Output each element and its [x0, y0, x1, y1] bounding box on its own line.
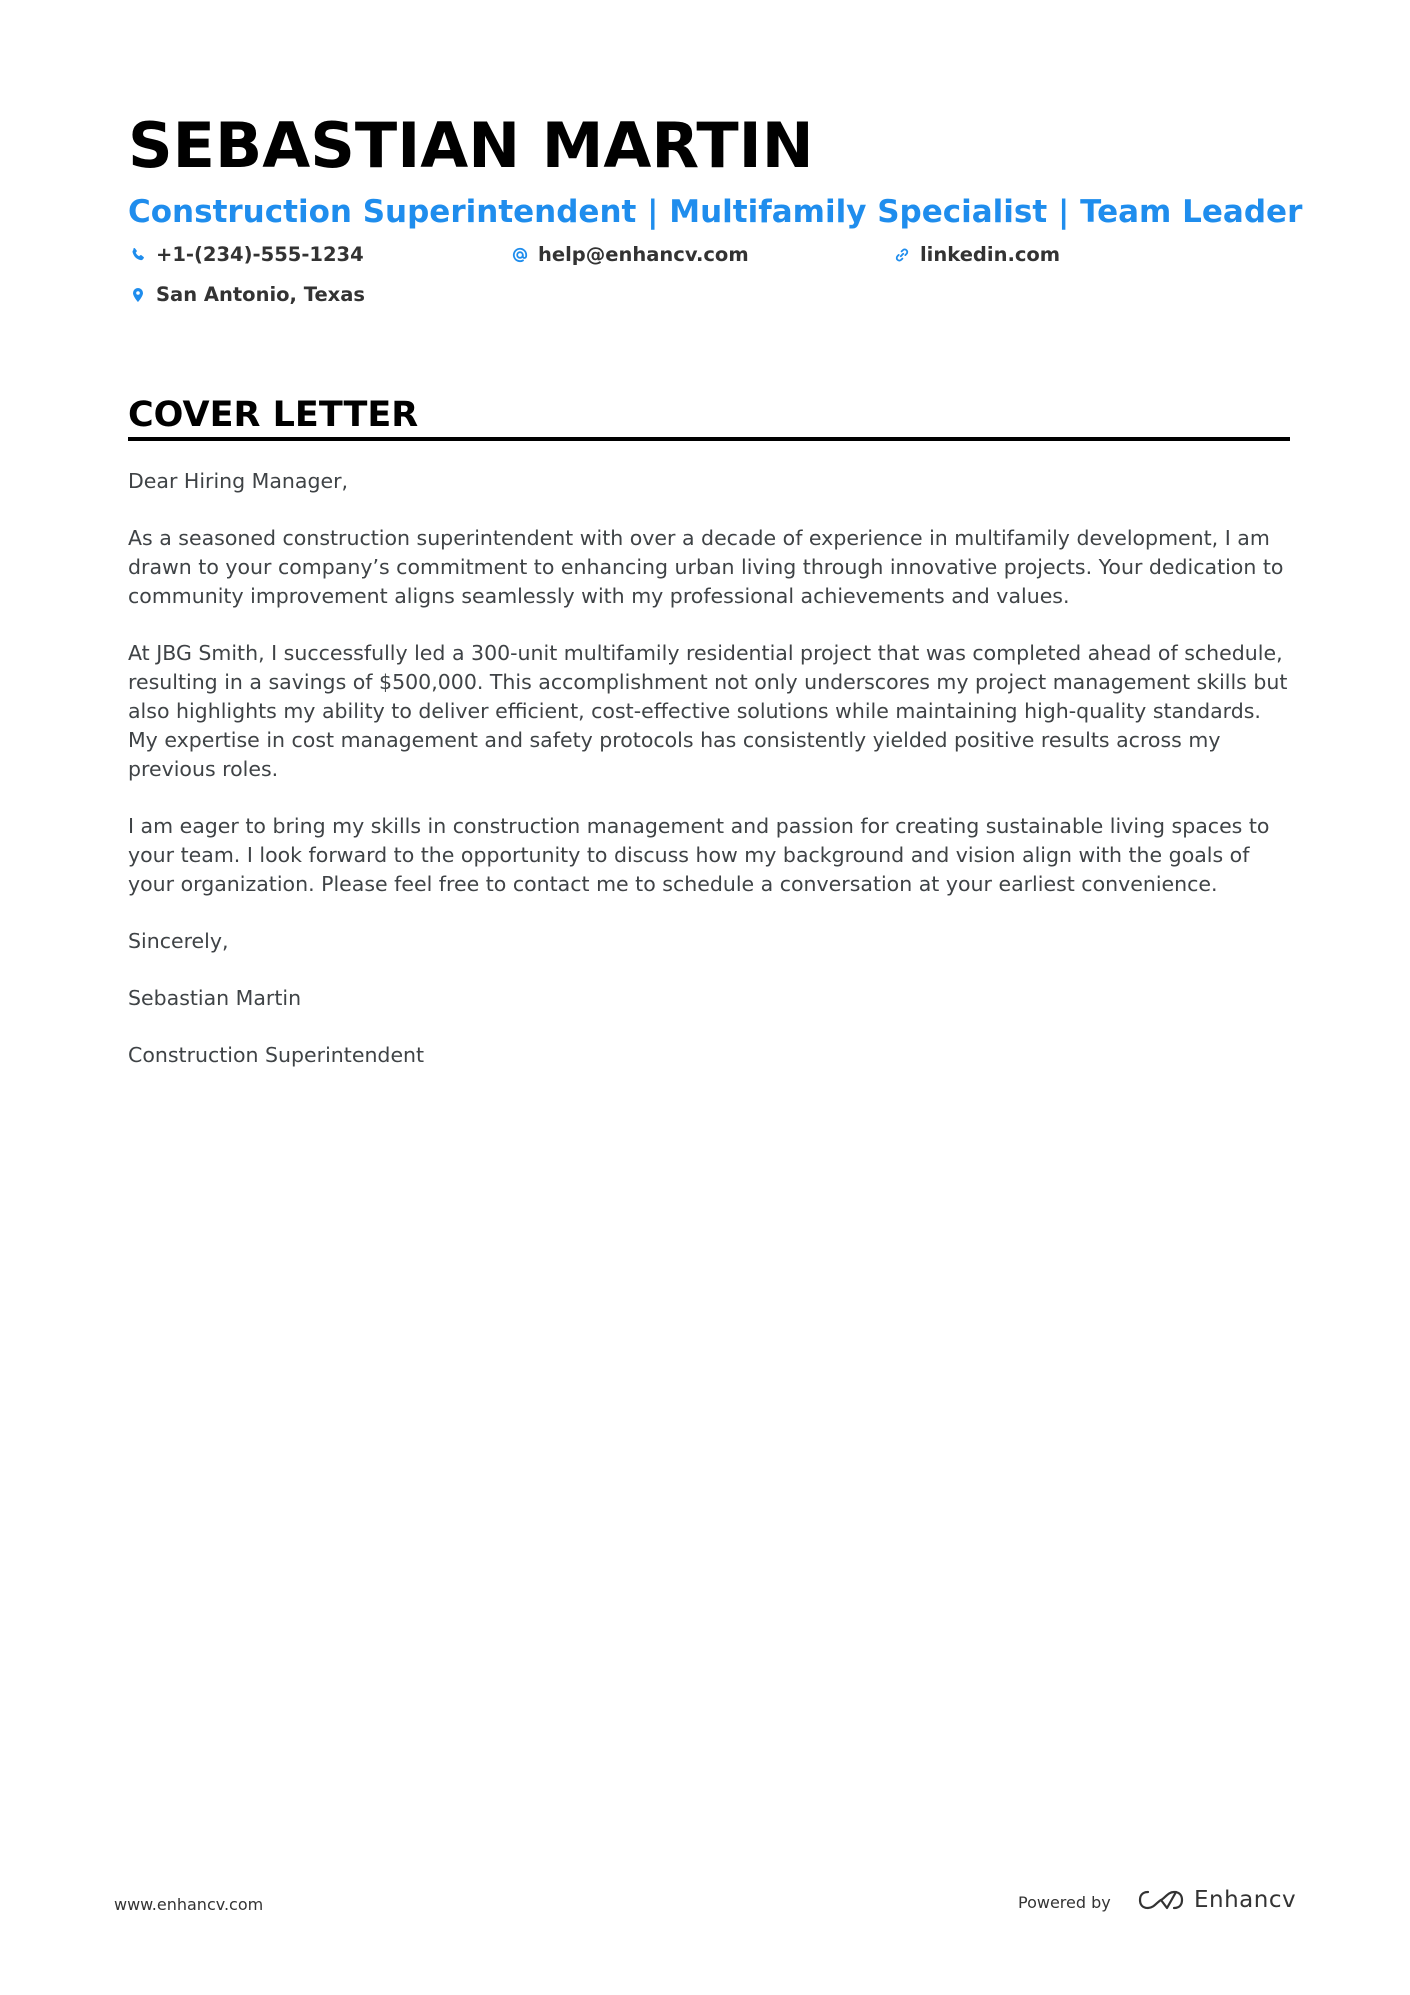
letter-paragraph: At JBG Smith, I successfully led a 300-unit multifamily residential project that was completed ahead of schedule, resulting in a savings of $500,000. This accomplishment not only underscores my project management skills but also highlights my ability to deliver efficient, cost-effective solutions while maintaining high-quality standards. My expertise in cost management and safety protocols has consistently yielded positive results across my previous roles.	[128, 641, 1288, 781]
signature-title: Construction Superintendent	[128, 1043, 425, 1067]
contact-link-text: linkedin.com	[920, 243, 1061, 266]
contact-phone-text: +1-(234)-555-1234	[156, 243, 364, 266]
letter-closing: Sincerely,	[128, 929, 229, 953]
section-divider	[128, 437, 1290, 441]
section-title: COVER LETTER	[128, 395, 419, 435]
contact-email[interactable]	[511, 241, 749, 269]
contact-location-text: San Antonio, Texas	[156, 283, 366, 306]
signature-name: Sebastian Martin	[128, 986, 302, 1010]
footer-website-link[interactable]: www.enhancv.com	[114, 1895, 264, 1914]
at-icon	[511, 246, 529, 264]
candidate-headline: Construction Superintendent | Multifamily Specialist | Team Leader	[128, 194, 1303, 230]
letter-paragraph: I am eager to bring my skills in construction management and passion for creating sustainable living spaces to your team. I look forward to the opportunity to discuss how my background and vision align with the goals of your organization. Please feel free to contact me to schedule a conversation at your earliest convenience.	[128, 814, 1270, 896]
candidate-name: SEBASTIAN MARTIN	[128, 109, 814, 182]
footer-brand-name: Enhancv	[1194, 1887, 1297, 1913]
contact-phone[interactable]	[129, 241, 364, 269]
letter-body	[128, 467, 1293, 1098]
footer-brand[interactable]	[1138, 1885, 1296, 1915]
footer-powered-by: Powered by	[1018, 1893, 1111, 1912]
letter-paragraph: As a seasoned construction superintendent with over a decade of experience in multifamily development, I am drawn to your company’s commitment to enhancing urban living through innovative projects. Your dedication to community improvement aligns seamlessly with my professional achievements and values.	[128, 526, 1284, 608]
enhancv-logo-icon	[1138, 1887, 1184, 1913]
contact-link[interactable]	[893, 241, 1060, 269]
contact-email-text: help@enhancv.com	[538, 243, 749, 266]
map-pin-icon	[129, 286, 147, 304]
phone-icon	[129, 246, 147, 264]
link-icon	[893, 246, 911, 264]
contact-location	[129, 281, 365, 309]
letter-greeting: Dear Hiring Manager,	[128, 469, 349, 493]
